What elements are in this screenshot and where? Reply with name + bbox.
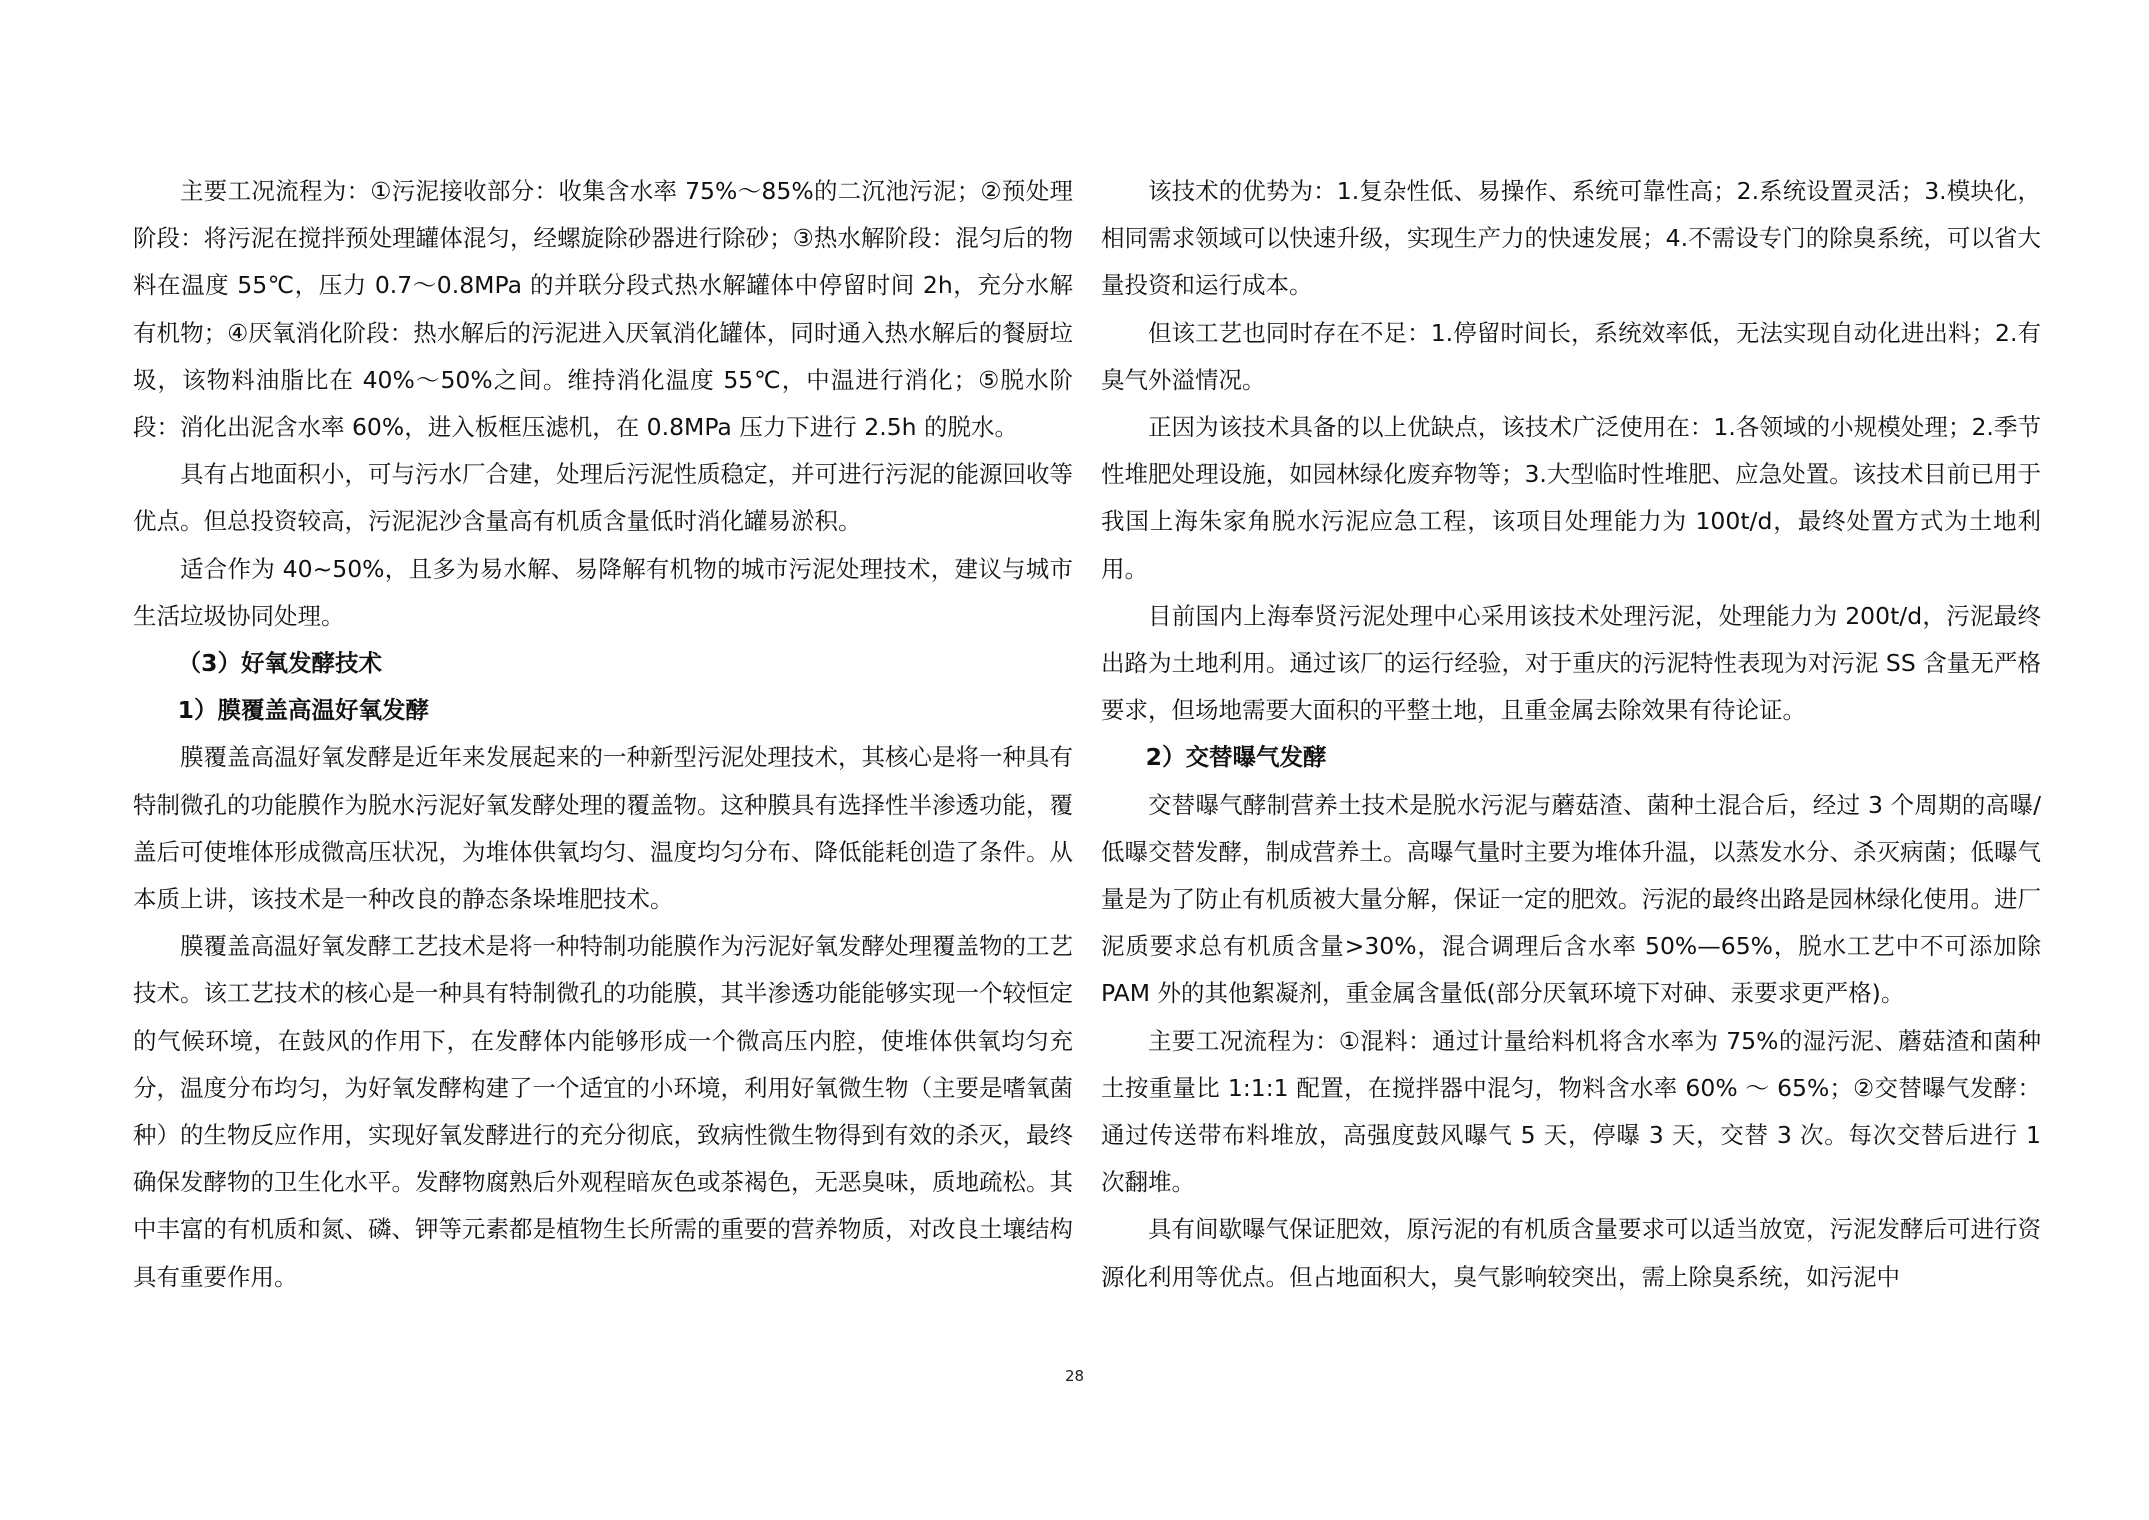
paragraph-alternating-intro: 交替曝气酵制营养土技术是脱水污泥与蘑菇渣、菌种土混合后，经过 3 个周期的高曝/低曝交替发酵，制成营养土。高曝气量时主要为堆体升温，以蒸发水分、杀灭病菌；低曝气量是为了防止有机质被大量分解，保证一定的肥效。污泥的最终出路是园林绿化使用。进厂泥质要求总有机质含量>30%，混合调理后含水率 50%—65%，脱水工艺中不可添加除 PAM 外的其他絮凝剂，重金属含量低(部分厌氧环境下对砷、汞要求更严格)。: [1101, 790, 2041, 1008]
paragraph-applicability: 适合作为 40~50%，且多为易水解、易降解有机物的城市污泥处理技术，建议与城市生活垃圾协同处理。: [133, 554, 1073, 630]
paragraph-tech-shortcomings: 但该工艺也同时存在不足：1.停留时间长，系统效率低，无法实现自动化进出料；2.有臭气外溢情况。: [1101, 318, 2041, 394]
subsection-heading-membrane-covered: 1）膜覆盖高温好氧发酵: [177, 696, 429, 725]
paragraph-fengxian-case: 目前国内上海奉贤污泥处理中心采用该技术处理污泥，处理能力为 200t/d，污泥最终出路为土地利用。通过该厂的运行经验，对于重庆的污泥特性表现为对污泥 SS 含量无严格要求，但场地需要大面积的平整土地，且重金属去除效果有待论证。: [1101, 601, 2041, 725]
paragraph-alternating-process: 主要工况流程为：①混料：通过计量给料机将含水率为 75%的湿污泥、蘑菇渣和菌种土按重量比 1:1:1 配置，在搅拌器中混匀，物料含水率 60% ～ 65%；②交替曝气发酵：通过传送带布料堆放，高强度鼓风曝气 5 天，停曝 3 天，交替 3 次。每次交替后进行 1 次翻堆。: [1101, 1026, 2041, 1197]
paragraph-alternating-pros-cons: 具有间歇曝气保证肥效，原污泥的有机质含量要求可以适当放宽，污泥发酵后可进行资源化利用等优点。但占地面积大，臭气影响较突出，需上除臭系统，如污泥中: [1101, 1215, 2041, 1291]
paragraph-process-flow: 主要工况流程为：①污泥接收部分：收集含水率 75%～85%的二沉池污泥；②预处理阶段：将污泥在搅拌预处理罐体混匀，经螺旋除砂器进行除砂；③热水解阶段：混匀后的物料在温度 55℃，压力 0.7～0.8MPa 的并联分段式热水解罐体中停留时间 2h，充分水解有机物；④厌氧消化阶段：热水解后的污泥进入厌氧消化罐体，同时通入热水解后的餐厨垃圾，该物料油脂比在 40%～50%之间。维持消化温度 55℃，中温进行消化；⑤脱水阶段：消化出泥含水率 60%，进入板框压滤机，在 0.8MPa 压力下进行 2.5h 的脱水。: [133, 177, 1074, 442]
paragraph-membrane-process: 膜覆盖高温好氧发酵工艺技术是将一种特制功能膜作为污泥好氧发酵处理覆盖物的工艺技术。该工艺技术的核心是一种具有特制微孔的功能膜，其半渗透功能能够实现一个较恒定的气候环境，在鼓风的作用下，在发酵体内能够形成一个微高压内腔，使堆体供氧均匀充分，温度分布均匀，为好氧发酵构建了一个适宜的小环境，利用好氧微生物（主要是嗜氧菌种）的生物反应作用，实现好氧发酵进行的充分彻底，致病性微生物得到有效的杀灭，最终确保发酵物的卫生化水平。发酵物腐熟后外观程暗灰色或茶褐色，无恶臭味，质地疏松。其中丰富的有机质和氮、磷、钾等元素都是植物生长所需的重要的营养物质，对改良土壤结构具有重要作用。: [133, 932, 1073, 1291]
paragraph-advantages: 具有占地面积小，可与污水厂合建，处理后污泥性质稳定，并可进行污泥的能源回收等优点。但总投资较高，污泥泥沙含量高有机质含量低时消化罐易淤积。: [133, 460, 1073, 536]
page-number: 28: [1064, 1367, 1085, 1385]
paragraph-tech-advantages: 该技术的优势为：1.复杂性低、易操作、系统可靠性高；2.系统设置灵活；3.模块化，相同需求领域可以快速升级，实现生产力的快速发展；4.不需设专门的除臭系统，可以省大量投资和运行成本。: [1101, 177, 2041, 300]
paragraph-membrane-intro: 膜覆盖高温好氧发酵是近年来发展起来的一种新型污泥处理技术，其核心是将一种具有特制微孔的功能膜作为脱水污泥好氧发酵处理的覆盖物。这种膜具有选择性半渗透功能，覆盖后可使堆体形成微高压状况，为堆体供氧均匀、温度均匀分布、降低能耗创造了条件。从本质上讲，该技术是一种改良的静态条垛堆肥技术。: [133, 743, 1073, 914]
paragraph-usage-scenarios: 正因为该技术具备的以上优缺点，该技术广泛使用在：1.各领域的小规模处理；2.季节性堆肥处理设施，如园林绿化废弃物等；3.大型临时性堆肥、应急处置。该技术目前已用于我国上海朱家角脱水污泥应急工程，该项目处理能力为 100t/d，最终处置方式为土地利用。: [1101, 413, 2041, 583]
right-column: [1101, 168, 2041, 1301]
section-heading-aerobic-fermentation: （3）好氧发酵技术: [177, 649, 382, 678]
left-column: [133, 168, 1073, 1301]
subsection-heading-alternating-aeration: 2）交替曝气发酵: [1145, 743, 1327, 772]
